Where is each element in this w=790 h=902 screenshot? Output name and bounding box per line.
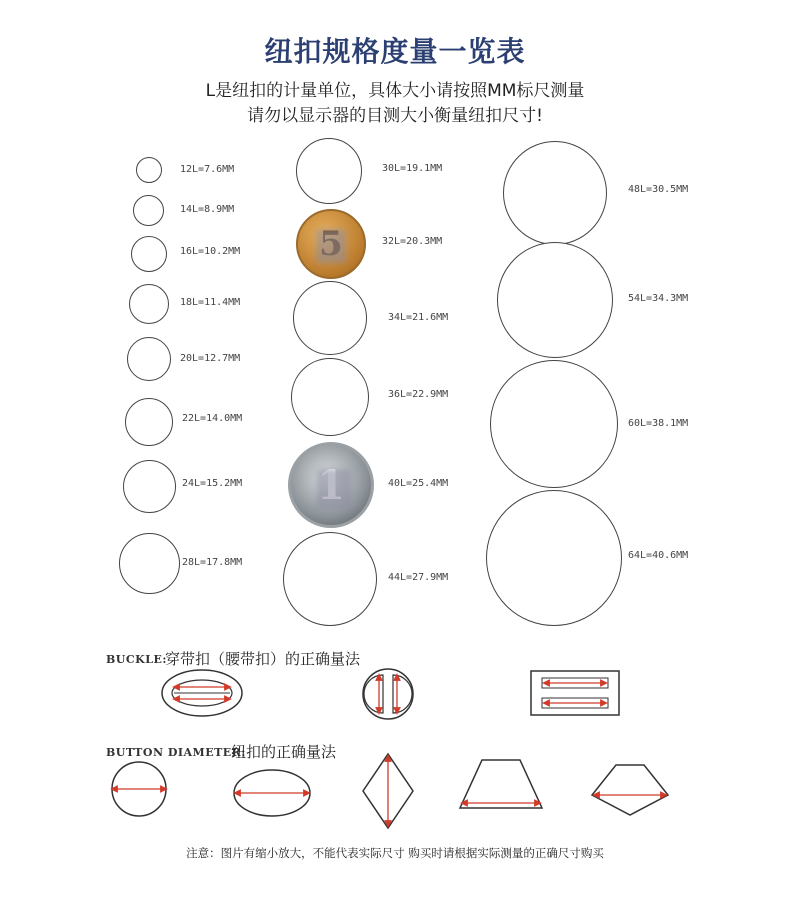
page-title: 纽扣规格度量一览表 (264, 35, 526, 68)
circle-28l (119, 533, 180, 594)
size-label-40l: 40L=25.4MM (388, 478, 449, 489)
size-label-36l: 36L=22.9MM (388, 389, 449, 400)
circle-16l (131, 236, 167, 272)
size-label-22l: 22L=14.0MM (182, 413, 243, 424)
circle-64l (486, 490, 622, 626)
size-label-18l: 18L=11.4MM (180, 297, 241, 308)
circle-30l (296, 138, 362, 204)
one-yuan-coin (288, 442, 374, 528)
circle-24l (123, 460, 176, 513)
circle-54l (497, 242, 613, 358)
circle-36l (291, 358, 369, 436)
size-label-44l: 44L=27.9MM (388, 572, 449, 583)
circle-12l (136, 157, 162, 183)
five-jiao-coin (296, 209, 366, 279)
buckle-heading-cn: 穿带扣（腰带扣）的正确量法 (165, 650, 361, 668)
circle-34l (293, 281, 367, 355)
blur-mask (317, 469, 351, 509)
circle-48l (503, 141, 607, 245)
size-label-48l: 48L=30.5MM (628, 184, 689, 195)
subtitle-unit-note: L是纽扣的计量单位，具体大小请按照MM标尺测量 (205, 81, 585, 101)
size-label-16l: 16L=10.2MM (180, 246, 241, 257)
oval-button-measure-icon (232, 768, 312, 818)
circle-44l (283, 532, 377, 626)
gem-button-measure-icon (590, 763, 670, 817)
size-label-32l: 32L=20.3MM (382, 236, 443, 247)
oval-buckle-icon (160, 668, 244, 718)
circle-14l (133, 195, 164, 226)
size-label-24l: 24L=15.2MM (182, 478, 243, 489)
size-label-54l: 54L=34.3MM (628, 293, 689, 304)
size-label-64l: 64L=40.6MM (628, 550, 689, 561)
blur-mask (316, 229, 346, 263)
circle-22l (125, 398, 173, 446)
circle-60l (490, 360, 618, 488)
size-label-30l: 30L=19.1MM (382, 163, 443, 174)
buckle-heading-en: BUCKLE: (106, 653, 167, 666)
subtitle-warning: 请勿以显示器的目测大小衡量纽扣尺寸! (247, 106, 543, 126)
circle-18l (129, 284, 169, 324)
trapezoid-button-measure-icon (458, 758, 544, 812)
circle-20l (127, 337, 171, 381)
button-heading-cn: 纽扣的正确量法 (231, 743, 337, 761)
size-label-60l: 60L=38.1MM (628, 418, 689, 429)
footer-note: 注意：图片有缩小放大，不能代表实际尺寸 购买时请根据实际测量的正确尺寸购买 (186, 846, 604, 860)
size-label-20l: 20L=12.7MM (180, 353, 241, 364)
round-buckle-icon (361, 667, 415, 721)
rectangular-buckle-icon (530, 670, 620, 716)
button-heading-en: BUTTON DIAMETER: (106, 746, 246, 759)
size-label-34l: 34L=21.6MM (388, 312, 449, 323)
diamond-button-measure-icon (361, 752, 415, 830)
size-label-14l: 14L=8.9MM (180, 204, 235, 215)
size-label-28l: 28L=17.8MM (182, 557, 243, 568)
round-button-measure-icon (110, 760, 168, 818)
size-label-12l: 12L=7.6MM (180, 164, 235, 175)
